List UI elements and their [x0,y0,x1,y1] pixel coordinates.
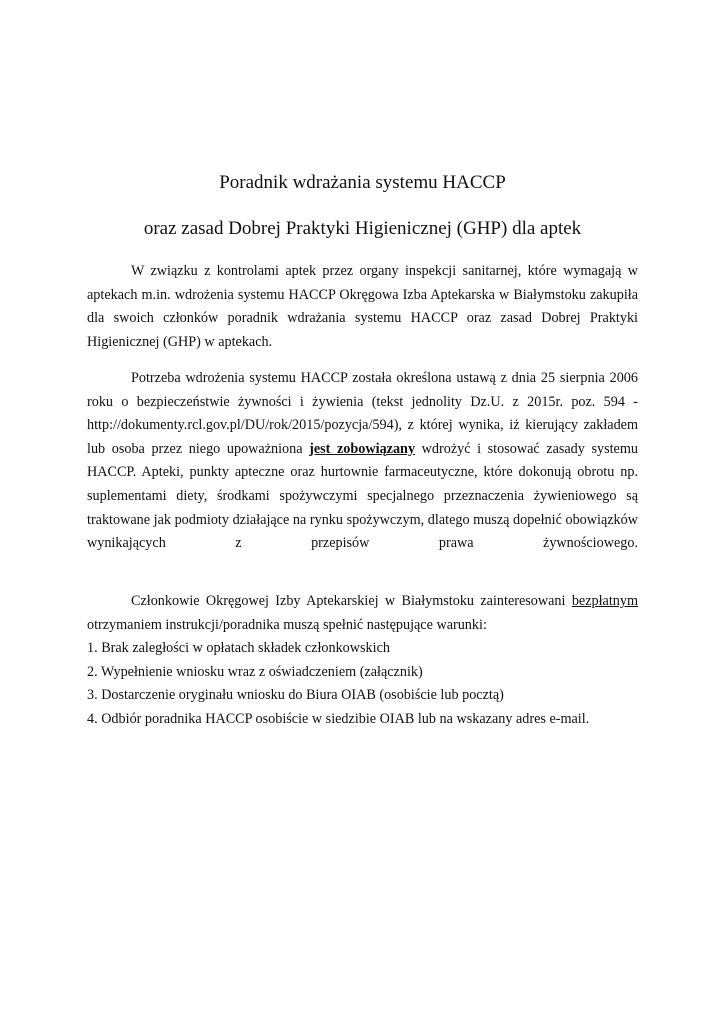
conditions-list [87,637,638,731]
conditions-intro-part1: Członkowie Okręgowej Izby Aptekarskiej w Białymstoku zainteresowani [131,593,566,609]
legal-basis-text-part2: wdrożyć i stosować zasady systemu HACCP. Apteki, punkty apteczne oraz hurtownie farmaceutyczne, które dokonują obrotu np. suplementami diety, środkami spożywczymi specjalnego przeznaczenia żywieniowego są traktowane jak podmioty działające na rynku spożywczym, dlatego muszą dopełnić obowiązków wynikających z przepisów prawa żywnościowego. [87,440,638,552]
conditions-intro-paragraph [87,590,638,637]
legal-basis-paragraph [87,367,638,556]
conditions-intro-part2: otrzymaniem instrukcji/poradnika muszą spełnić następujące warunki: [87,616,487,633]
document-subtitle: oraz zasad Dobrej Praktyki Higienicznej (GHP) dla aptek [143,218,582,239]
intro-paragraph: W związku z kontrolami aptek przez organy inspekcji sanitarnej, które wymagają w aptekach m.in. wdrożenia systemu HACCP Okręgowa Izba Aptekarska w Białymstoku zakupiła dla swoich członków poradnik wdrażania systemu HACCP oraz zasad Dobrej Praktyki Higienicznej (GHP) w aptekach. [87,263,638,350]
obligation-emphasis: jest zobowiązany [309,440,416,457]
list-item: 1. Brak zaległości w opłatach składek członkowskich [87,640,390,656]
free-emphasis: bezpłatnym [571,593,639,609]
list-item: 3. Dostarczenie oryginału wniosku do Biura OIAB (osobiście lub pocztą) [87,687,504,704]
list-item: 2. Wypełnienie wniosku wraz z oświadczeniem (załącznik) [87,663,423,680]
legal-basis-text-part1: Potrzeba wdrożenia systemu HACCP została określona ustawą z dnia 25 sierpnia 2006 roku o bezpieczeństwie żywności i żywienia (tekst jednolity Dz.U. z 2015r. poz. 594 - http://dokumenty.rcl.gov.pl/DU/rok/2015/pozycja/594), z której wynika, iż kierujący zakładem lub osoba przez niego upoważniona [87,370,638,457]
list-item: 4. Odbiór poradnika HACCP osobiście w siedzibie OIAB lub na wskazany adres e-mail. [87,710,590,727]
document-title: Poradnik wdrażania systemu HACCP [219,172,506,193]
